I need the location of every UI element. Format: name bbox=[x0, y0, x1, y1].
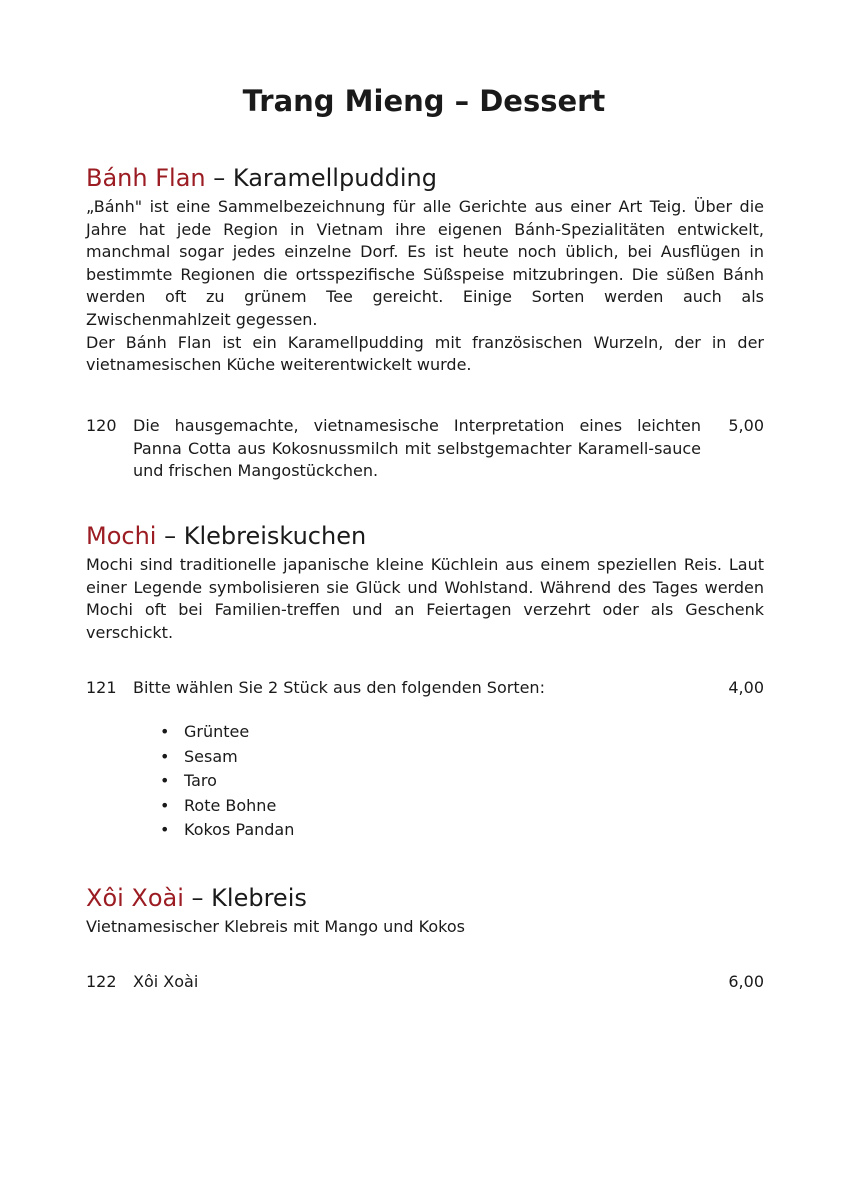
section-heading-rest: – Karamellpudding bbox=[205, 164, 437, 192]
list-item: • Sesam bbox=[160, 745, 294, 770]
item-price: 5,00 bbox=[728, 416, 764, 435]
section-heading-rest: – Klebreiskuchen bbox=[156, 522, 367, 550]
section-heading-accent: Xôi Xoài bbox=[86, 884, 184, 912]
description-paragraph: Mochi sind traditionelle japanische kleine Küchlein aus einem speziellen Reis. Laut einer Legende symbolisieren sie Glück und Wohlstand. Während des Tages werden Mochi oft bei Familien-treffen und an Feiertagen verzehrt oder als Geschenk verschickt. bbox=[86, 555, 764, 642]
item-number: 122 bbox=[86, 972, 117, 991]
description-paragraph: Der Bánh Flan ist ein Karamellpudding mit französischen Wurzeln, der in der vietnamesischen Küche weiterentwickelt wurde. bbox=[86, 332, 764, 375]
bullet-icon: • bbox=[160, 771, 170, 791]
description-paragraph: „Bánh" ist eine Sammelbezeichnung für alle Gerichte aus einer Art Teig. Über die Jahre hat jede Region in Vietnam ihre eigenen Bánh-Spezialitäten entwickelt, manchmal sogar jedes einzelne Dorf. Es ist heute noch üblich, bei Ausflügen in bestimmte Regionen die ortsspezifische Süßspeise mitzubringen. Die süßen Bánh werden oft zu grünem Tee gereicht. Einige Sorten werden auch als Zwischenmahlzeit gegessen. bbox=[86, 197, 764, 329]
section-description bbox=[86, 916, 764, 939]
section-heading-accent: Mochi bbox=[86, 522, 157, 550]
section-heading-rest: – Klebreis bbox=[183, 884, 307, 912]
bullet-icon: • bbox=[160, 795, 170, 815]
section-heading bbox=[86, 883, 764, 913]
description-paragraph: Vietnamesischer Klebreis mit Mango und Kokos bbox=[86, 917, 465, 936]
bullet-icon: • bbox=[160, 746, 170, 766]
section-description bbox=[86, 196, 764, 377]
item-description: Die hausgemachte, vietnamesische Interpretation eines leichten Panna Cotta aus Kokosnussmilch mit selbstgemachter Karamell-sauce und frischen Mangostückchen. bbox=[133, 416, 701, 481]
page-title: Trang Mieng – Dessert bbox=[242, 84, 606, 118]
section-mochi bbox=[86, 521, 764, 644]
item-price: 6,00 bbox=[728, 972, 764, 991]
section-xoi-xoai bbox=[86, 883, 764, 939]
item-number: 120 bbox=[86, 416, 117, 435]
section-description bbox=[86, 554, 764, 644]
bullet-icon: • bbox=[160, 722, 170, 741]
list-item: • Kokos Pandan bbox=[160, 818, 294, 843]
section-banh-flan bbox=[86, 163, 764, 377]
item-description: Bitte wählen Sie 2 Stück aus den folgenden Sorten: bbox=[133, 678, 545, 697]
list-item: • Taro bbox=[160, 769, 294, 794]
mochi-options-list bbox=[160, 720, 294, 843]
section-heading bbox=[86, 521, 764, 551]
item-description: Xôi Xoài bbox=[133, 972, 199, 991]
list-item: • Grüntee bbox=[160, 720, 294, 745]
bullet-icon: • bbox=[160, 820, 170, 840]
item-number: 121 bbox=[86, 678, 117, 697]
section-heading-accent: Bánh Flan bbox=[86, 164, 206, 192]
list-item: • Rote Bohne bbox=[160, 794, 294, 819]
item-price: 4,00 bbox=[728, 678, 764, 697]
section-heading bbox=[86, 163, 764, 193]
